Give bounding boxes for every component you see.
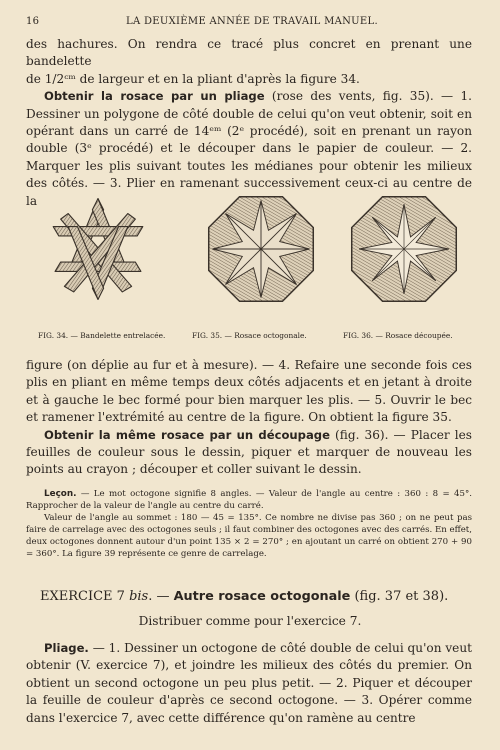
- exercise-refs: (fig. 37 et 38).: [350, 589, 449, 604]
- para5: [26, 640, 472, 727]
- lesson-label: Leçon.: [44, 489, 77, 499]
- exercise-heading: Autre rosace octogonale: [173, 589, 351, 604]
- caption-fig35: FIG. 35. — Rosace octogonale.: [192, 331, 307, 340]
- text-bottom: [26, 640, 472, 727]
- exercise-title: [40, 589, 480, 604]
- para1-line2: de 1/2ᶜᵐ de largeur et en la pliant d'après la figure 34.: [26, 71, 360, 86]
- text-top: [26, 36, 472, 210]
- para2-body: (rose des vents, fig. 35). — 1. Dessiner un polygone de côté double de celui qu'on veut obtenir, soit en opérant dans un carré de 14ᵉᵐ (2ᵉ procédé), soit en prenant un rayon double (3ᵉ procédé) et le découper dans le papier de couleur. — 2. Marquer les plis suivant toutes les médianes pour obtenir les milieux des côtés. — 3. Plier en ramenant successivement ceux-ci au centre de la: [26, 89, 472, 208]
- caption-fig34: FIG. 34. — Bandelette entrelacée.: [38, 331, 166, 340]
- fig36-cut-rosace-illustration: [348, 193, 460, 305]
- para5-body: — 1. Dessiner un octogone de côté double de celui qu'on veut obtenir (V. exercice 7), et joindre les milieux des côtés du premier. On obtient un second octogone un peu plus petit. — 2. Piquer et découper la feuille de couleur d'après ce second octogone. — 3. Opérer comme dans l'exercice 7, avec cette différence qu'on ramène au centre: [26, 641, 472, 725]
- fig34-interlaced-band-illustration: [42, 193, 154, 305]
- page-header: [26, 16, 478, 30]
- exercise-dash: . —: [148, 589, 174, 604]
- lesson-p1: [26, 488, 472, 512]
- exercise-bis: bis: [129, 589, 149, 604]
- caption-fig36: FIG. 36. — Rosace découpée.: [343, 331, 453, 340]
- exercise-prefix: EXERCICE 7: [40, 589, 130, 604]
- lesson-p1-text: — Le mot octogone signifie 8 angles. — Valeur de l'angle au centre : 360 : 8 = 45°. Rapprocher de la valeur de l'angle au centre du carré.: [26, 489, 472, 512]
- fig35-octagonal-rosace-illustration: [205, 193, 317, 305]
- text-middle: [26, 357, 472, 479]
- para3: figure (on déplie au fur et à mesure). — 4. Refaire une seconde fois ces plis en pliant en même temps deux côtés adjacents et en jetant à droite et à gauche le bec formé pour bien marquer les plis. — 5. Ouvrir le bec et ramener l'extrémité au centre de la figure. On obtient la figure 35.: [26, 358, 472, 425]
- lesson-p2: Valeur de l'angle au sommet : 180 — 45 = 135°. Ce nombre ne divise pas 360 ; on ne peut pas faire de carrelage avec des octogones seuls ; il faut combiner des octogones avec des carrés. En effet, deux octogones donnent autour d'un point 135 × 2 = 270° ; en ajoutant un carré on obtient 270 + 90 = 360°. La figure 39 représente ce genre de carrelage.: [26, 513, 472, 560]
- para4-heading: Obtenir la même rosace par un découpage: [44, 427, 330, 442]
- para1-line1: des hachures. On rendra ce tracé plus concret en prenant une bandelette: [26, 37, 472, 69]
- para2: [26, 88, 472, 210]
- lesson-block: [26, 488, 472, 561]
- para4: [26, 427, 472, 479]
- exercise-subtitle: Distribuer comme pour l'exercice 7.: [138, 614, 362, 628]
- para5-heading: Pliage.: [44, 641, 89, 655]
- running-title: LA DEUXIÈME ANNÉE DE TRAVAIL MANUEL.: [126, 16, 378, 27]
- para2-heading: Obtenir la rosace par un pliage: [44, 89, 265, 104]
- page-number: 16: [26, 16, 40, 27]
- figure-row: [42, 193, 482, 323]
- para4-body: (fig. 36). — Placer les feuilles de couleur sous le dessin, piquer et marquer de nouveau les points au crayon ; découper et coller suivant le dessin.: [26, 427, 473, 477]
